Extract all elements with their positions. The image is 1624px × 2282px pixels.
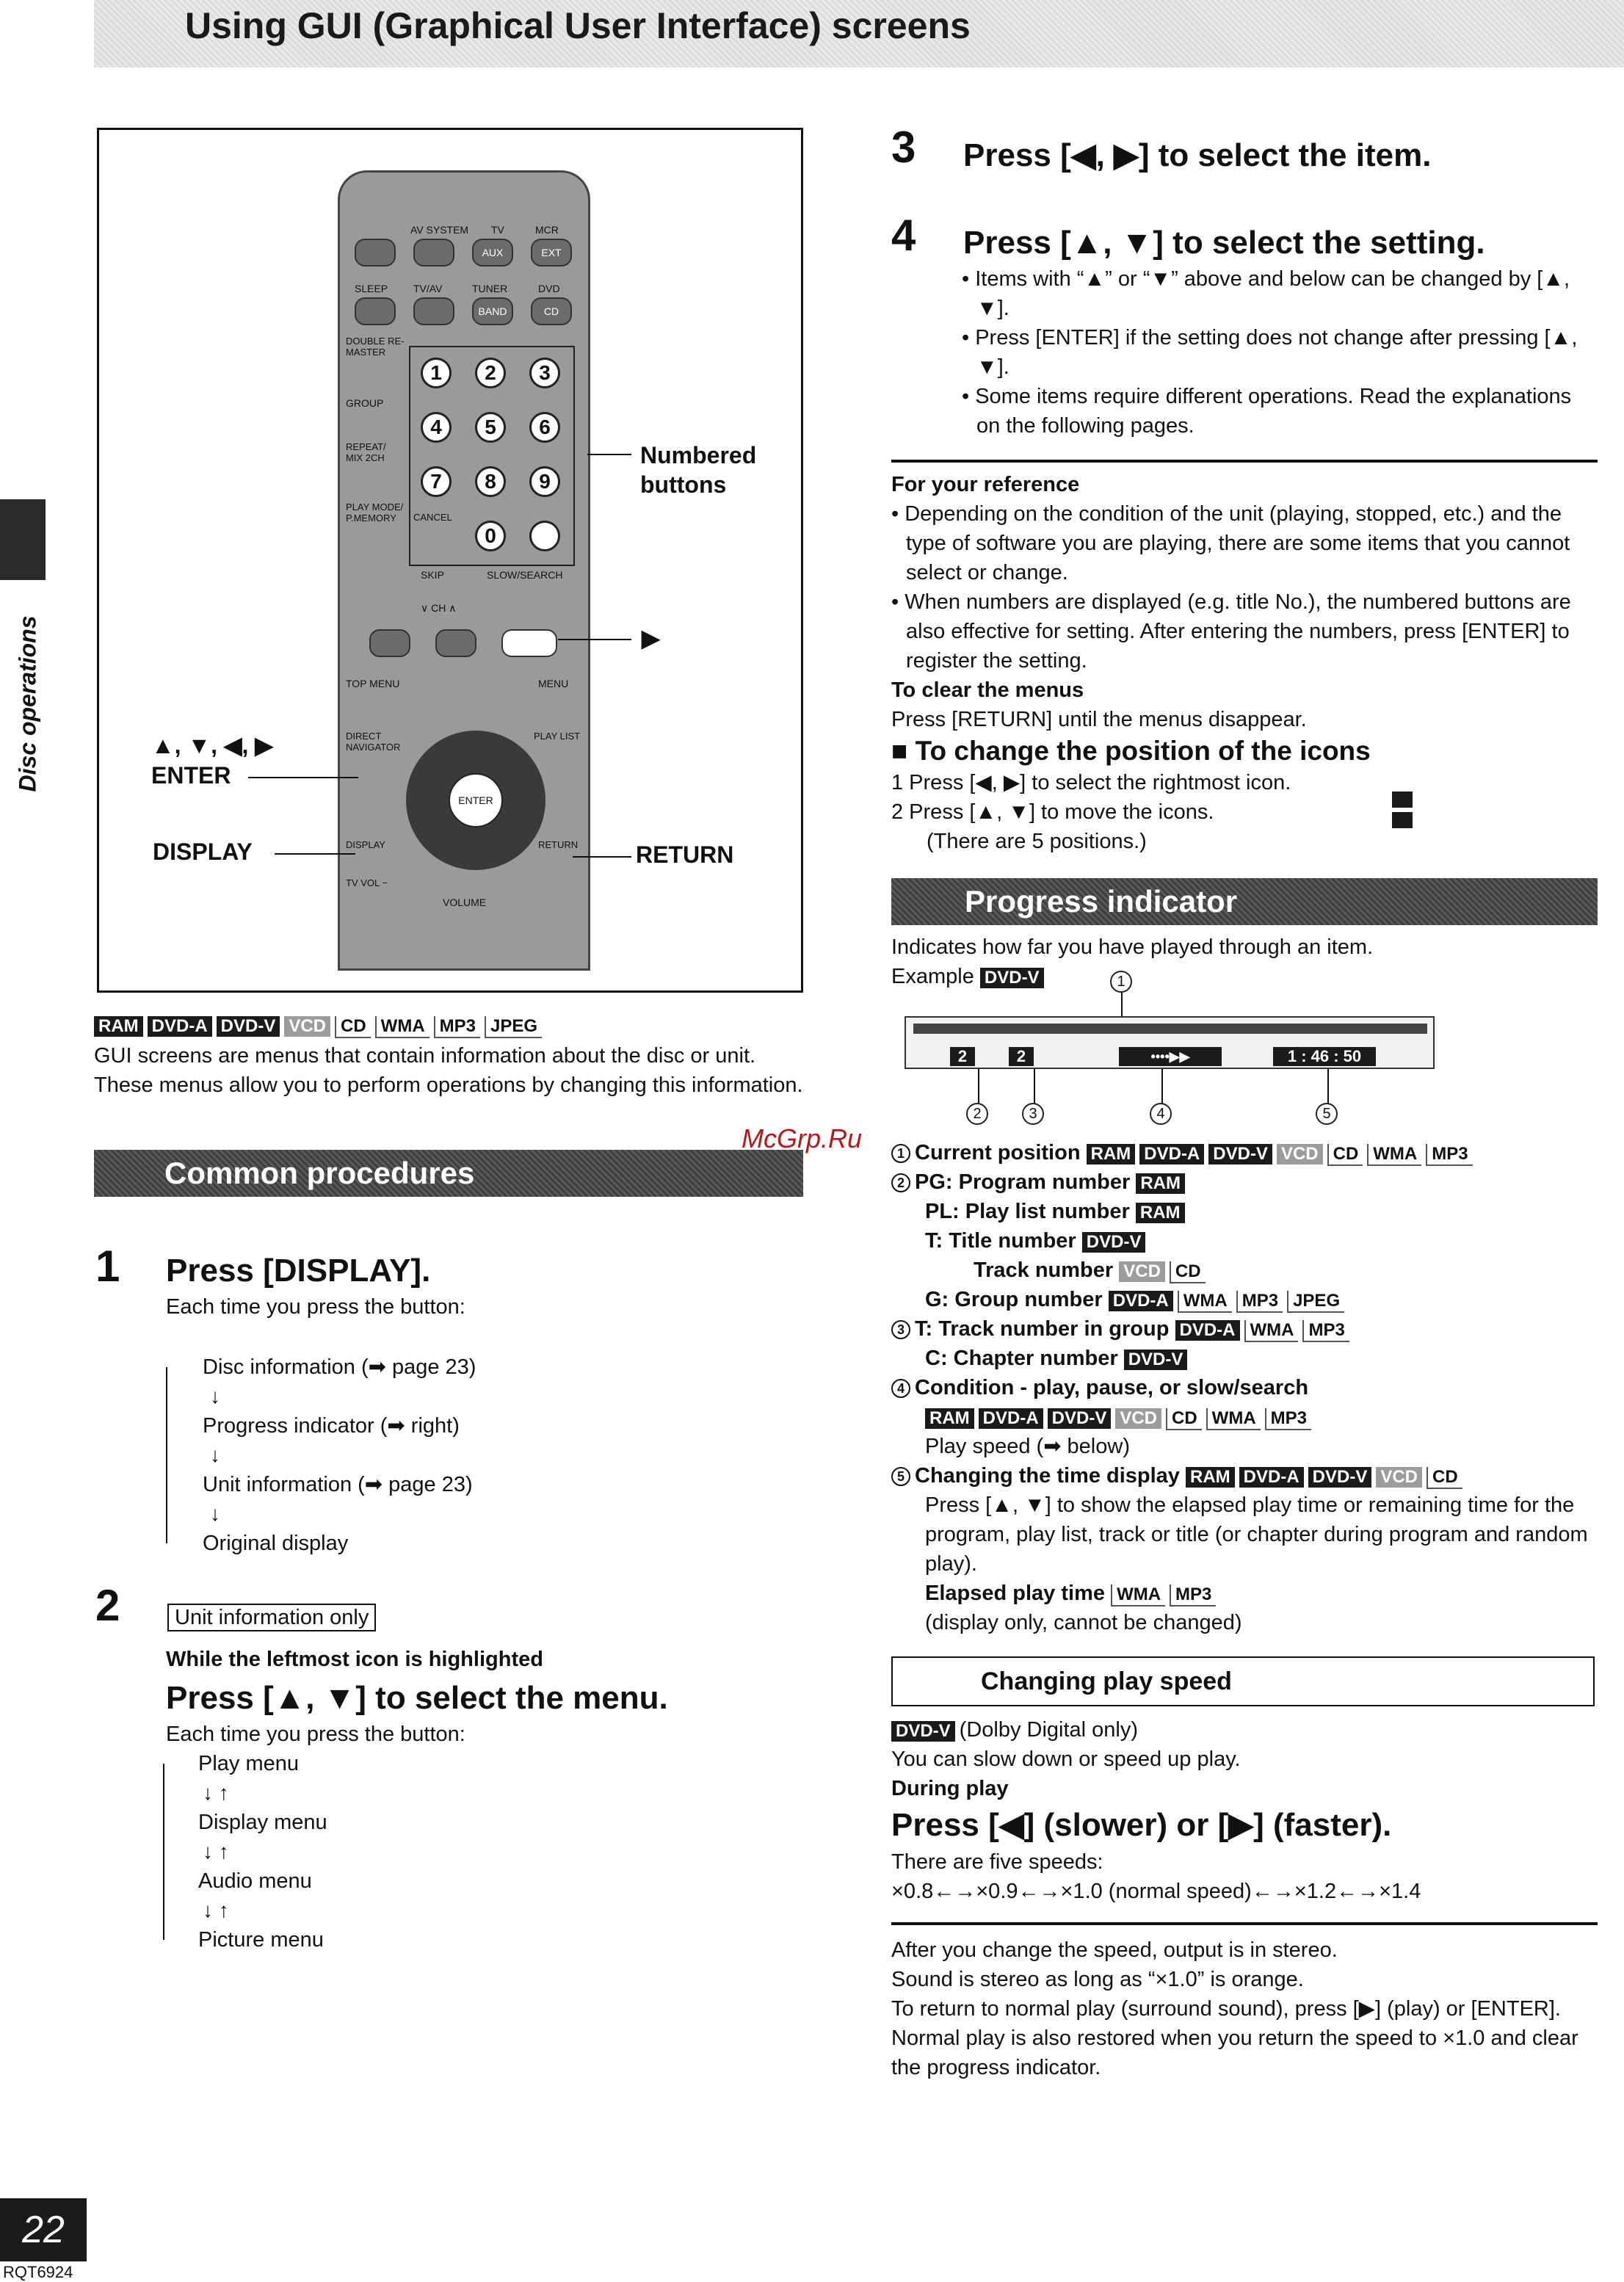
callout-line-2 [978, 1069, 979, 1106]
section-tab [6, 595, 43, 815]
icons-line-1: 1 Press [◀, ▶] to select the rightmost icon. [891, 771, 1291, 794]
legend-g: G: Group number DVD-A WMA MP3 JPEG [891, 1285, 1598, 1314]
watermark: McGrp.Ru [742, 1123, 863, 1153]
step-4-bullet: • Press [ENTER] if the setting does not change after pressing [▲, ▼]. [962, 326, 1578, 379]
remote-play-button [501, 629, 557, 657]
legend-text: Current position [915, 1141, 1081, 1164]
step-4-bullet-text: Press [ENTER] if the setting does not change after pressing [▲, ▼]. [975, 326, 1578, 379]
icons-position-title: ■ To change the position of the icons [891, 736, 1371, 766]
icon-position-up-icon [1392, 792, 1413, 808]
step-2-heading: Press [▲, ▼] to select the menu. [166, 1680, 668, 1716]
menu-arrows-1: ↓ ↑ [203, 1781, 229, 1804]
callout-line-return [573, 856, 631, 858]
remote-label-double: DOUBLE RE-MASTER [346, 336, 405, 358]
menu-picture: Picture menu [198, 1928, 324, 1952]
cycle-item-unit: Unit information (➡ page 23) [203, 1473, 473, 1496]
remote-label-tvvol: TV VOL − [346, 877, 388, 888]
legend-condition [891, 1373, 1598, 1402]
step-1-subtext: Each time you press the button: [166, 1295, 465, 1319]
callout-enter: ENTER [151, 762, 231, 789]
legend-current-position: 1 Current position RAM DVD-A DVD-V VCD CD WMA MP3 [891, 1138, 1598, 1167]
legend-pg: 2 PG: Program number RAM [891, 1167, 1598, 1197]
menu-display: Display menu [198, 1811, 327, 1834]
callout-buttons: buttons [640, 471, 727, 498]
cycle-arrow-2: ↓ [210, 1444, 220, 1466]
step-3-heading: Press [◀, ▶] to select the item. [963, 137, 1432, 173]
after-notes [891, 1935, 1598, 2082]
legend-elapsed-note: (display only, cannot be changed) [925, 1611, 1242, 1634]
reference-bullet-text: When numbers are displayed (e.g. title No.), the numbered buttons are also effective for setting. After entering the numbers, press [ENTER] to register the setting. [905, 590, 1571, 673]
remote-number-0: 0 [475, 521, 506, 551]
speed-list: ×0.8←→×0.9←→×1.0 (normal speed)←→×1.2←→×1.4 [891, 1880, 1421, 1903]
remote-label-menu: MENU [538, 678, 569, 689]
remote-ext-button: EXT [531, 239, 572, 267]
step-2-number: 2 [95, 1581, 120, 1630]
cycle-bracket [166, 1367, 189, 1543]
remote-control-illustration [338, 170, 590, 971]
example-line [891, 962, 1048, 991]
icon-position-down-icon [1392, 812, 1413, 828]
remote-label-mic: MCR [535, 224, 559, 236]
remote-label-tvav: TV/AV [413, 283, 443, 294]
icons-line-3: (There are 5 positions.) [927, 830, 1147, 853]
step-4-bullets [962, 264, 1601, 441]
tag-jpeg: JPEG [485, 1016, 542, 1038]
remote-label-display: DISPLAY [346, 839, 385, 850]
callout-line-5 [1327, 1069, 1329, 1106]
remote-power-button [355, 239, 396, 267]
progress-pg-value: 2 [950, 1047, 975, 1066]
remote-tvav-button [413, 297, 454, 325]
remote-aux-button: AUX [472, 239, 513, 267]
remote-number-9: 9 [529, 466, 560, 497]
media-tag-row [94, 1012, 806, 1038]
after-note: To return to normal play (surround sound), press [▶] (play) or [ENTER]. [891, 1997, 1561, 2021]
speed-tag-line [891, 1715, 1138, 1745]
example-label: Example [891, 965, 974, 988]
reference-title: For your reference [891, 473, 1080, 496]
remote-number-4: 4 [421, 412, 452, 443]
remote-enter-small [529, 521, 560, 551]
callout-number-3: 3 [1022, 1103, 1044, 1125]
reference-bullet-text: Depending on the condition of the unit (playing, stopped, etc.) and the type of software you are playing, there are some items that you cannot select or change. [905, 502, 1570, 584]
callout-line-4 [1161, 1069, 1163, 1106]
progress-intro: Indicates how far you have played through an item. [891, 935, 1374, 959]
remote-label-tuner: TUNER [472, 283, 508, 294]
speed-tag: DVD-V [891, 1721, 955, 1742]
remote-label-cancel: CANCEL [413, 512, 452, 523]
legend-track: Track number VCD CD [891, 1256, 1598, 1285]
tag-vcd: VCD [284, 1016, 330, 1037]
legend-text: Track number [974, 1258, 1114, 1282]
remote-label-tv: TV [491, 224, 504, 236]
step-2-subtext: Each time you press the button: [166, 1723, 465, 1746]
cycle-item-original: Original display [203, 1532, 349, 1555]
divider [891, 460, 1598, 463]
clear-menus-text: Press [RETURN] until the menus disappear. [891, 708, 1307, 731]
callout-line-display [275, 853, 355, 855]
callout-number-2: 2 [966, 1103, 988, 1125]
callout-number-5: 5 [1316, 1103, 1338, 1125]
cycle-item-disc: Disc information (➡ page 23) [203, 1355, 476, 1379]
step-1-heading: Press [DISPLAY]. [166, 1253, 431, 1289]
section-tab-label: Disc operations [14, 615, 41, 792]
tag-dvda: DVD-A [148, 1016, 212, 1037]
progress-display-mock [905, 1016, 1435, 1069]
remote-label-return: RETURN [538, 839, 579, 850]
section-tab-marker [0, 499, 46, 580]
speed-line: You can slow down or speed up play. [891, 1747, 1241, 1771]
remote-number-2: 2 [475, 358, 506, 388]
remote-label-group: GROUP [346, 397, 384, 409]
remote-label-dvd: DVD [538, 283, 560, 294]
step-2-note: While the leftmost icon is highlighted [166, 1648, 543, 1671]
progress-indicator-heading: Progress indicator [891, 878, 1598, 925]
cycle-item-progress: Progress indicator (➡ right) [203, 1414, 460, 1438]
step-4-bullet: • Items with “▲” or “▼” above and below can be changed by [▲, ▼]. [962, 267, 1570, 320]
remote-label-playmode: PLAY MODE/ P.MEMORY [346, 501, 404, 524]
step-1-number: 1 [95, 1242, 120, 1291]
step-4-bullet-text: Items with “▲” or “▼” above and below can be changed by [▲, ▼]. [975, 267, 1570, 320]
progress-time: 1 : 46 : 50 [1273, 1047, 1376, 1066]
step-2-badge: Unit information only [167, 1604, 376, 1631]
remote-tv-power-button [413, 239, 454, 267]
step-4-heading: Press [▲, ▼] to select the setting. [963, 225, 1485, 261]
menu-audio: Audio menu [198, 1869, 312, 1893]
legend-track-group: 3 T: Track number in group DVD-A WMA MP3 [891, 1314, 1598, 1344]
callout-line-enter [248, 777, 358, 778]
remote-label-skip: SKIP [421, 569, 444, 581]
divider [891, 1922, 1598, 1925]
remote-label-repeat: REPEAT/ MIX 2CH [346, 441, 386, 463]
remote-label-avsystem: AV SYSTEM [410, 224, 469, 236]
reference-bullet: • When numbers are displayed (e.g. title No.), the numbered buttons are also effective for setting. After entering the numbers, press [ENTER] to register the setting. [891, 590, 1571, 673]
remote-number-1: 1 [421, 358, 452, 388]
remote-number-5: 5 [475, 412, 506, 443]
remote-sleep-button [355, 297, 396, 325]
legend-num-2: 2 [891, 1173, 910, 1192]
legend-elapsed: Elapsed play time WMA MP3 [891, 1579, 1598, 1608]
callout-numbered: Numbered [640, 442, 757, 468]
icons-line-2: 2 Press [▲, ▼] to move the icons. [891, 800, 1214, 824]
legend-chapter: C: Chapter number DVD-V [891, 1344, 1598, 1373]
reference-bullets [891, 499, 1598, 675]
legend-text: Changing the time display [915, 1464, 1180, 1488]
step-4-bullet: • Some items require different operations. Read the explanations on the following pages. [962, 385, 1572, 438]
legend-time-text: Press [▲, ▼] to show the elapsed play time or remaining time for the program, play list, track or title (or chapter during program and random play). [925, 1493, 1588, 1576]
step-4-number: 4 [891, 211, 916, 260]
legend-text: G: Group number [925, 1288, 1103, 1311]
reference-bullet: • Depending on the condition of the unit (playing, stopped, etc.) and the type of software you are playing, there are some items that you cannot select or change. [891, 502, 1570, 584]
tag-mp3: MP3 [434, 1016, 480, 1038]
tag-dvdv: DVD-V [217, 1016, 280, 1037]
tag-ram: RAM [94, 1016, 143, 1037]
callout-line-numbered [587, 454, 631, 455]
remote-label-direct: DIRECT NAVIGATOR [346, 731, 401, 753]
callout-line-3 [1034, 1069, 1035, 1106]
callout-number-4: 4 [1150, 1103, 1172, 1125]
callout-play: ▶ [642, 625, 660, 651]
speed-section-box: Changing play speed [891, 1656, 1595, 1706]
legend-text: PG: Program number [915, 1170, 1131, 1194]
legend-condition-tags: RAM DVD-A DVD-V VCD CD WMA MP3 [891, 1402, 1598, 1432]
step-3-number: 3 [891, 123, 916, 172]
legend-play-speed: Play speed (➡ below) [925, 1435, 1130, 1458]
remote-cd-button: CD [531, 297, 572, 325]
menu-arrows-2: ↓ ↑ [203, 1840, 229, 1863]
tag-cd: CD [335, 1016, 371, 1038]
legend-num-5: 5 [891, 1467, 910, 1486]
tag-wma: WMA [375, 1016, 429, 1038]
progress-bar [913, 1024, 1427, 1034]
remote-number-8: 8 [475, 466, 506, 497]
callout-return: RETURN [636, 841, 734, 868]
legend-text: T: Title number [925, 1229, 1076, 1253]
remote-label-topmenu: TOP MENU [346, 678, 400, 689]
remote-label-volume: VOLUME [443, 897, 487, 908]
remote-label-sleep: SLEEP [355, 283, 388, 294]
menu-bracket [163, 1764, 185, 1940]
progress-t-value: 2 [1009, 1047, 1034, 1066]
legend-text: C: Chapter number [925, 1347, 1118, 1370]
cycle-arrow-3: ↓ [210, 1502, 220, 1525]
legend-num-4: 4 [891, 1379, 910, 1398]
legend-pl: PL: Play list number RAM [891, 1197, 1598, 1226]
during-play-label: During play [891, 1777, 1009, 1800]
cycle-arrow-1: ↓ [210, 1385, 220, 1408]
speed-five-label: There are five speeds: [891, 1850, 1103, 1874]
callout-display: DISPLAY [153, 838, 253, 865]
progress-play-state: ••••▶▶ [1119, 1047, 1222, 1066]
after-note: After you change the speed, output is in stereo. [891, 1938, 1338, 1962]
remote-number-6: 6 [529, 412, 560, 443]
menu-arrows-3: ↓ ↑ [203, 1899, 229, 1921]
progress-legend [891, 1138, 1598, 1637]
legend-num-3: 3 [891, 1320, 910, 1339]
example-tag: DVD-V [980, 968, 1044, 988]
clear-menus-title: To clear the menus [891, 678, 1084, 702]
callout-number-1: 1 [1110, 971, 1132, 993]
legend-text: T: Track number in group [915, 1317, 1170, 1341]
callout-arrows: ▲, ▼, ◀, ▶ [151, 732, 273, 758]
remote-label-playlist: PLAY LIST [534, 731, 581, 742]
remote-label-ch: ∨ CH ∧ [421, 602, 457, 614]
remote-enter-button: ENTER [449, 773, 503, 827]
remote-number-3: 3 [529, 358, 560, 388]
intro-paragraph: GUI screens are menus that contain information about the disc or unit. These menus allow you to perform operations by changing this information. [94, 1044, 803, 1097]
page-number: 22 [0, 2198, 87, 2261]
legend-time-display: 5 Changing the time display RAM DVD-A DVD-V VCD CD [891, 1461, 1598, 1490]
speed-heading: Press [◀] (slower) or [▶] (faster). [891, 1807, 1392, 1843]
after-note: Normal play is also restored when you return the speed to ×1.0 and clear the progress indicator. [891, 2026, 1578, 2079]
legend-text: Condition - play, pause, or slow/search [915, 1376, 1309, 1399]
menu-play: Play menu [198, 1752, 300, 1775]
remote-number-7: 7 [421, 466, 452, 497]
speed-note: (Dolby Digital only) [959, 1718, 1139, 1742]
after-note: Sound is stereo as long as “×1.0” is orange. [891, 1968, 1304, 1991]
remote-stop-button [369, 629, 410, 657]
remote-label-slow: SLOW/SEARCH [487, 569, 563, 581]
remote-band-button: BAND [472, 297, 513, 325]
legend-t: T: Title number DVD-V [891, 1226, 1598, 1256]
callout-line-play [558, 639, 631, 640]
legend-text: PL: Play list number [925, 1200, 1130, 1223]
common-procedures-heading: Common procedures [94, 1150, 803, 1197]
step-4-bullet-text: Some items require different operations. Read the explanations on the following pages. [975, 385, 1572, 438]
legend-text: Elapsed play time [925, 1582, 1105, 1605]
legend-num-1: 1 [891, 1144, 910, 1163]
page-title: Using GUI (Graphical User Interface) screens [185, 5, 971, 46]
remote-pause-button [435, 629, 476, 657]
document-code: RQT6924 [3, 2263, 73, 2281]
